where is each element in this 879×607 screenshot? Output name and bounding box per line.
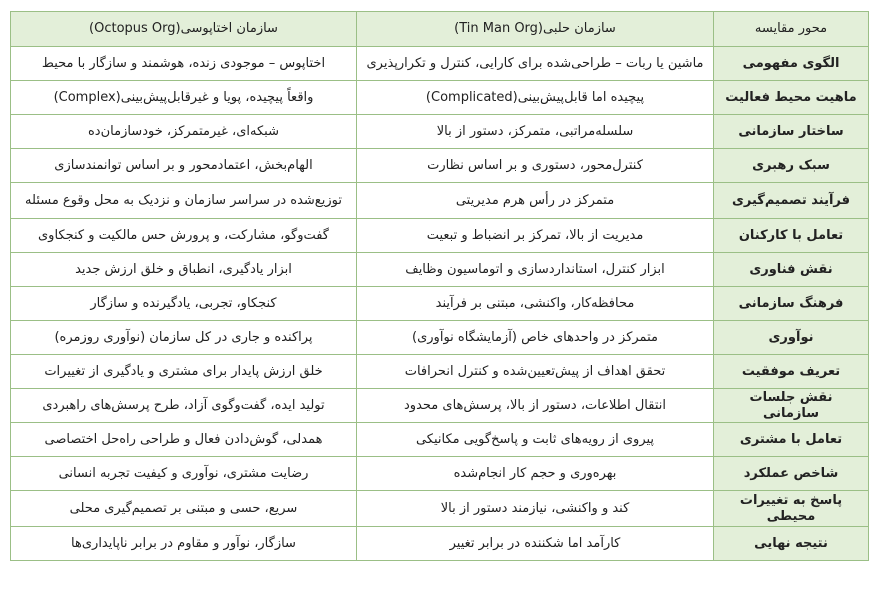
row-axis-label: سبک رهبری [714, 149, 869, 183]
row-axis-label: شاخص عملکرد [714, 457, 869, 491]
octopus-cell: پراکنده و جاری در کل سازمان (نوآوری روزمره) [11, 321, 357, 355]
tin-man-cell: مدیریت از بالا، تمرکز بر انضباط و تبعیت [357, 219, 714, 253]
header-row [11, 12, 869, 47]
table-row [11, 115, 869, 149]
tin-man-cell: انتقال اطلاعات، دستور از بالا، پرسش‌های محدود [357, 389, 714, 423]
tin-man-cell: محافظه‌کار، واکنشی، مبتنی بر فرآیند [357, 287, 714, 321]
row-axis-label: الگوی مفهومی [714, 47, 869, 81]
table-row [11, 253, 869, 287]
row-axis-label: نتیجه نهایی [714, 527, 869, 561]
table-row [11, 149, 869, 183]
header-axis: محور مقایسه [714, 12, 869, 47]
tin-man-cell: متمرکز در واحدهای خاص (آزمایشگاه نوآوری) [357, 321, 714, 355]
table-row [11, 527, 869, 561]
octopus-cell: واقعاً پیچیده، پویا و غیرقابل‌پیش‌بینی(Complex) [11, 81, 357, 115]
octopus-cell: سازگار، نوآور و مقاوم در برابر ناپایداری‌ها [11, 527, 357, 561]
header-octopus-org: سازمان اختاپوسی(Octopus Org) [11, 12, 357, 47]
octopus-cell: شبکه‌ای، غیرمتمرکز، خودسازمان‌ده [11, 115, 357, 149]
tin-man-cell: پیروی از رویه‌های ثابت و پاسخ‌گویی مکانیکی [357, 423, 714, 457]
table-row [11, 219, 869, 253]
octopus-cell: کنجکاو، تجربی، یادگیرنده و سازگار [11, 287, 357, 321]
table-row [11, 287, 869, 321]
octopus-cell: خلق ارزش پایدار برای مشتری و یادگیری از تغییرات [11, 355, 357, 389]
octopus-cell: رضایت مشتری، نوآوری و کیفیت تجربه انسانی [11, 457, 357, 491]
table-row [11, 457, 869, 491]
comparison-table-container [10, 11, 869, 561]
tin-man-cell: پیچیده اما قابل‌پیش‌بینی(Complicated) [357, 81, 714, 115]
row-axis-label: نقش جلسات سازمانی [714, 389, 869, 423]
table-row [11, 389, 869, 423]
row-axis-label: تعریف موفقیت [714, 355, 869, 389]
tin-man-cell: تحقق اهداف از پیش‌تعیین‌شده و کنترل انحرافات [357, 355, 714, 389]
row-axis-label: نوآوری [714, 321, 869, 355]
tin-man-cell: بهره‌وری و حجم کار انجام‌شده [357, 457, 714, 491]
octopus-cell: گفت‌وگو، مشارکت، و پرورش حس مالکیت و کنجکاوی [11, 219, 357, 253]
octopus-cell: سریع، حسی و مبتنی بر تصمیم‌گیری محلی [11, 491, 357, 527]
table-row [11, 355, 869, 389]
row-axis-label: فرآیند تصمیم‌گیری [714, 183, 869, 219]
tin-man-cell: کند و واکنشی، نیازمند دستور از بالا [357, 491, 714, 527]
octopus-cell: اختاپوس – موجودی زنده، هوشمند و سازگار با محیط [11, 47, 357, 81]
tin-man-cell: کارآمد اما شکننده در برابر تغییر [357, 527, 714, 561]
row-axis-label: تعامل با کارکنان [714, 219, 869, 253]
header-tin-man-org: سازمان حلبی(Tin Man Org) [357, 12, 714, 47]
row-axis-label: ساختار سازمانی [714, 115, 869, 149]
row-axis-label: پاسخ به تغییرات محیطی [714, 491, 869, 527]
table-row [11, 491, 869, 527]
octopus-cell: تولید ایده، گفت‌وگوی آزاد، طرح پرسش‌های راهبردی [11, 389, 357, 423]
octopus-cell: ابزار یادگیری، انطباق و خلق ارزش جدید [11, 253, 357, 287]
row-axis-label: ماهیت محیط فعالیت [714, 81, 869, 115]
table-row [11, 81, 869, 115]
row-axis-label: فرهنگ سازمانی [714, 287, 869, 321]
octopus-cell: همدلی، گوش‌دادن فعال و طراحی راه‌حل اختصاصی [11, 423, 357, 457]
table-row [11, 183, 869, 219]
tin-man-cell: ابزار کنترل، استانداردسازی و اتوماسیون وظایف [357, 253, 714, 287]
tin-man-cell: متمرکز در رأس هرم مدیریتی [357, 183, 714, 219]
tin-man-cell: کنترل‌محور، دستوری و بر اساس نظارت [357, 149, 714, 183]
octopus-cell: توزیع‌شده در سراسر سازمان و نزدیک به محل وقوع مسئله [11, 183, 357, 219]
row-axis-label: تعامل با مشتری [714, 423, 869, 457]
tin-man-cell: ماشین یا ربات – طراحی‌شده برای کارایی، کنترل و تکرارپذیری [357, 47, 714, 81]
table-row [11, 47, 869, 81]
table-row [11, 423, 869, 457]
tin-man-cell: سلسله‌مراتبی، متمرکز، دستور از بالا [357, 115, 714, 149]
row-axis-label: نقش فناوری [714, 253, 869, 287]
table-row [11, 321, 869, 355]
octopus-cell: الهام‌بخش، اعتمادمحور و بر اساس توانمندسازی [11, 149, 357, 183]
comparison-table [10, 11, 869, 561]
